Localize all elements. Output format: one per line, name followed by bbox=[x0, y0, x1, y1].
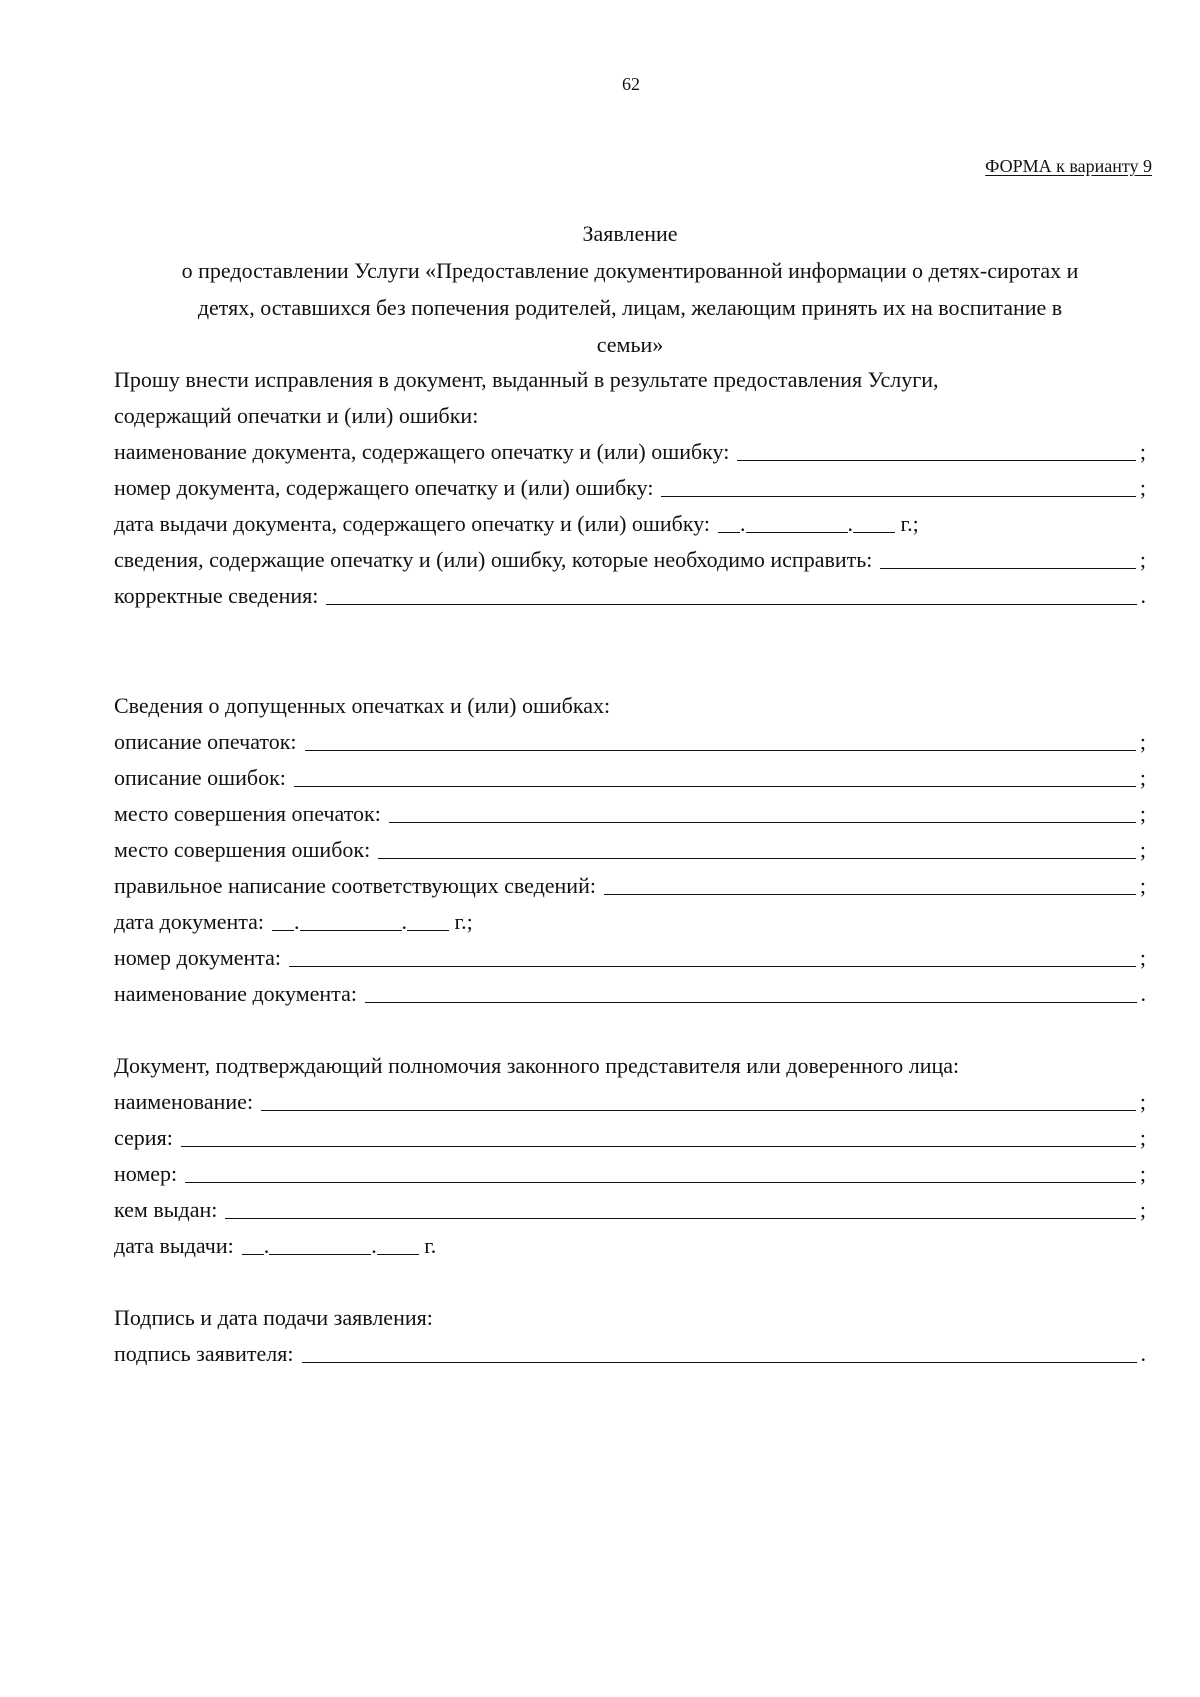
rep-issue-date-input[interactable]: . . г. bbox=[242, 1228, 437, 1264]
field-rep-series: серия: ; bbox=[114, 1120, 1146, 1156]
document-date-input[interactable]: . . г.; bbox=[272, 904, 473, 940]
field-doc-number: номер документа: ; bbox=[114, 940, 1146, 976]
field-doc-name: наименование документа: . bbox=[114, 976, 1146, 1012]
month-blank[interactable] bbox=[746, 510, 848, 533]
month-blank[interactable] bbox=[269, 1232, 371, 1255]
section2-heading: Сведения о допущенных опечатках и (или) ошибках: bbox=[114, 693, 611, 718]
document-number-input[interactable] bbox=[661, 472, 1135, 497]
field-typos-description: описание опечаток: ; bbox=[114, 724, 1146, 760]
rep-doc-name-input[interactable] bbox=[261, 1086, 1136, 1111]
field-rep-issued-by: кем выдан: ; bbox=[114, 1192, 1146, 1228]
issue-date-input[interactable]: . . г.; bbox=[718, 506, 919, 542]
document-title bbox=[140, 215, 1120, 363]
rep-issued-by-input[interactable] bbox=[225, 1194, 1136, 1219]
errors-location-input[interactable] bbox=[378, 834, 1136, 859]
rep-number-input[interactable] bbox=[185, 1158, 1136, 1183]
document-name-input[interactable] bbox=[737, 436, 1136, 461]
field-issue-date: дата выдачи документа, содержащего опечатку и (или) ошибку: . . г.; bbox=[114, 506, 1146, 542]
correct-spelling-input[interactable] bbox=[604, 870, 1136, 895]
field-rep-number: номер: ; bbox=[114, 1156, 1146, 1192]
day-blank[interactable] bbox=[242, 1232, 264, 1255]
field-rep-issue-date: дата выдачи: . . г. bbox=[114, 1228, 1146, 1264]
errors-description-input[interactable] bbox=[294, 762, 1136, 787]
title-line-1: о предоставлении Услуги «Предоставление документированной информации о детях-сиротах и bbox=[181, 258, 1079, 283]
correction-request-section bbox=[114, 362, 1146, 614]
section4-heading: Подпись и дата подачи заявления: bbox=[114, 1305, 433, 1330]
month-blank[interactable] bbox=[300, 908, 402, 931]
field-errors-description: описание ошибок: ; bbox=[114, 760, 1146, 796]
year-blank[interactable] bbox=[407, 908, 449, 931]
field-rep-name: наименование: ; bbox=[114, 1084, 1146, 1120]
correct-info-input[interactable] bbox=[326, 580, 1136, 605]
field-correct-spelling: правильное написание соответствующих сведений: ; bbox=[114, 868, 1146, 904]
year-blank[interactable] bbox=[853, 510, 895, 533]
intro-line-1: Прошу внести исправления в документ, выданный в результате предоставления Услуги, bbox=[114, 367, 939, 392]
field-signature: подпись заявителя: . bbox=[114, 1336, 1146, 1372]
rep-series-input[interactable] bbox=[181, 1122, 1136, 1147]
page-number: 62 bbox=[622, 74, 640, 94]
field-errors-location: место совершения ошибок: ; bbox=[114, 832, 1146, 868]
erroneous-info-input[interactable] bbox=[880, 544, 1135, 569]
doc-name-input[interactable] bbox=[365, 978, 1137, 1003]
errors-details-section bbox=[114, 688, 1146, 1012]
title-line-2: детях, оставшихся без попечения родителей, лицам, желающим принять их на воспитание в bbox=[197, 295, 1063, 320]
form-variant-label: ФОРМА к варианту 9 bbox=[985, 156, 1152, 176]
typos-location-input[interactable] bbox=[389, 798, 1136, 823]
day-blank[interactable] bbox=[718, 510, 740, 533]
representative-document-section bbox=[114, 1048, 1146, 1264]
signature-input[interactable] bbox=[302, 1338, 1137, 1363]
section3-heading: Документ, подтверждающий полномочия законного представителя или доверенного лица: bbox=[114, 1053, 960, 1078]
intro-line-2: содержащий опечатки и (или) ошибки: bbox=[114, 403, 479, 428]
doc-number-input[interactable] bbox=[289, 942, 1136, 967]
year-blank[interactable] bbox=[377, 1232, 419, 1255]
day-blank[interactable] bbox=[272, 908, 294, 931]
field-typos-location: место совершения опечаток: ; bbox=[114, 796, 1146, 832]
field-erroneous-info: сведения, содержащие опечатку и (или) ошибку, которые необходимо исправить: ; bbox=[114, 542, 1146, 578]
field-document-name: наименование документа, содержащего опечатку и (или) ошибку: ; bbox=[114, 434, 1146, 470]
field-document-number: номер документа, содержащего опечатку и (или) ошибку: ; bbox=[114, 470, 1146, 506]
title-heading: Заявление bbox=[582, 221, 678, 246]
field-document-date: дата документа: . . г.; bbox=[114, 904, 1146, 940]
field-correct-info: корректные сведения: . bbox=[114, 578, 1146, 614]
signature-section bbox=[114, 1300, 1146, 1372]
typos-description-input[interactable] bbox=[305, 726, 1136, 751]
title-line-3: семьи» bbox=[596, 332, 664, 357]
